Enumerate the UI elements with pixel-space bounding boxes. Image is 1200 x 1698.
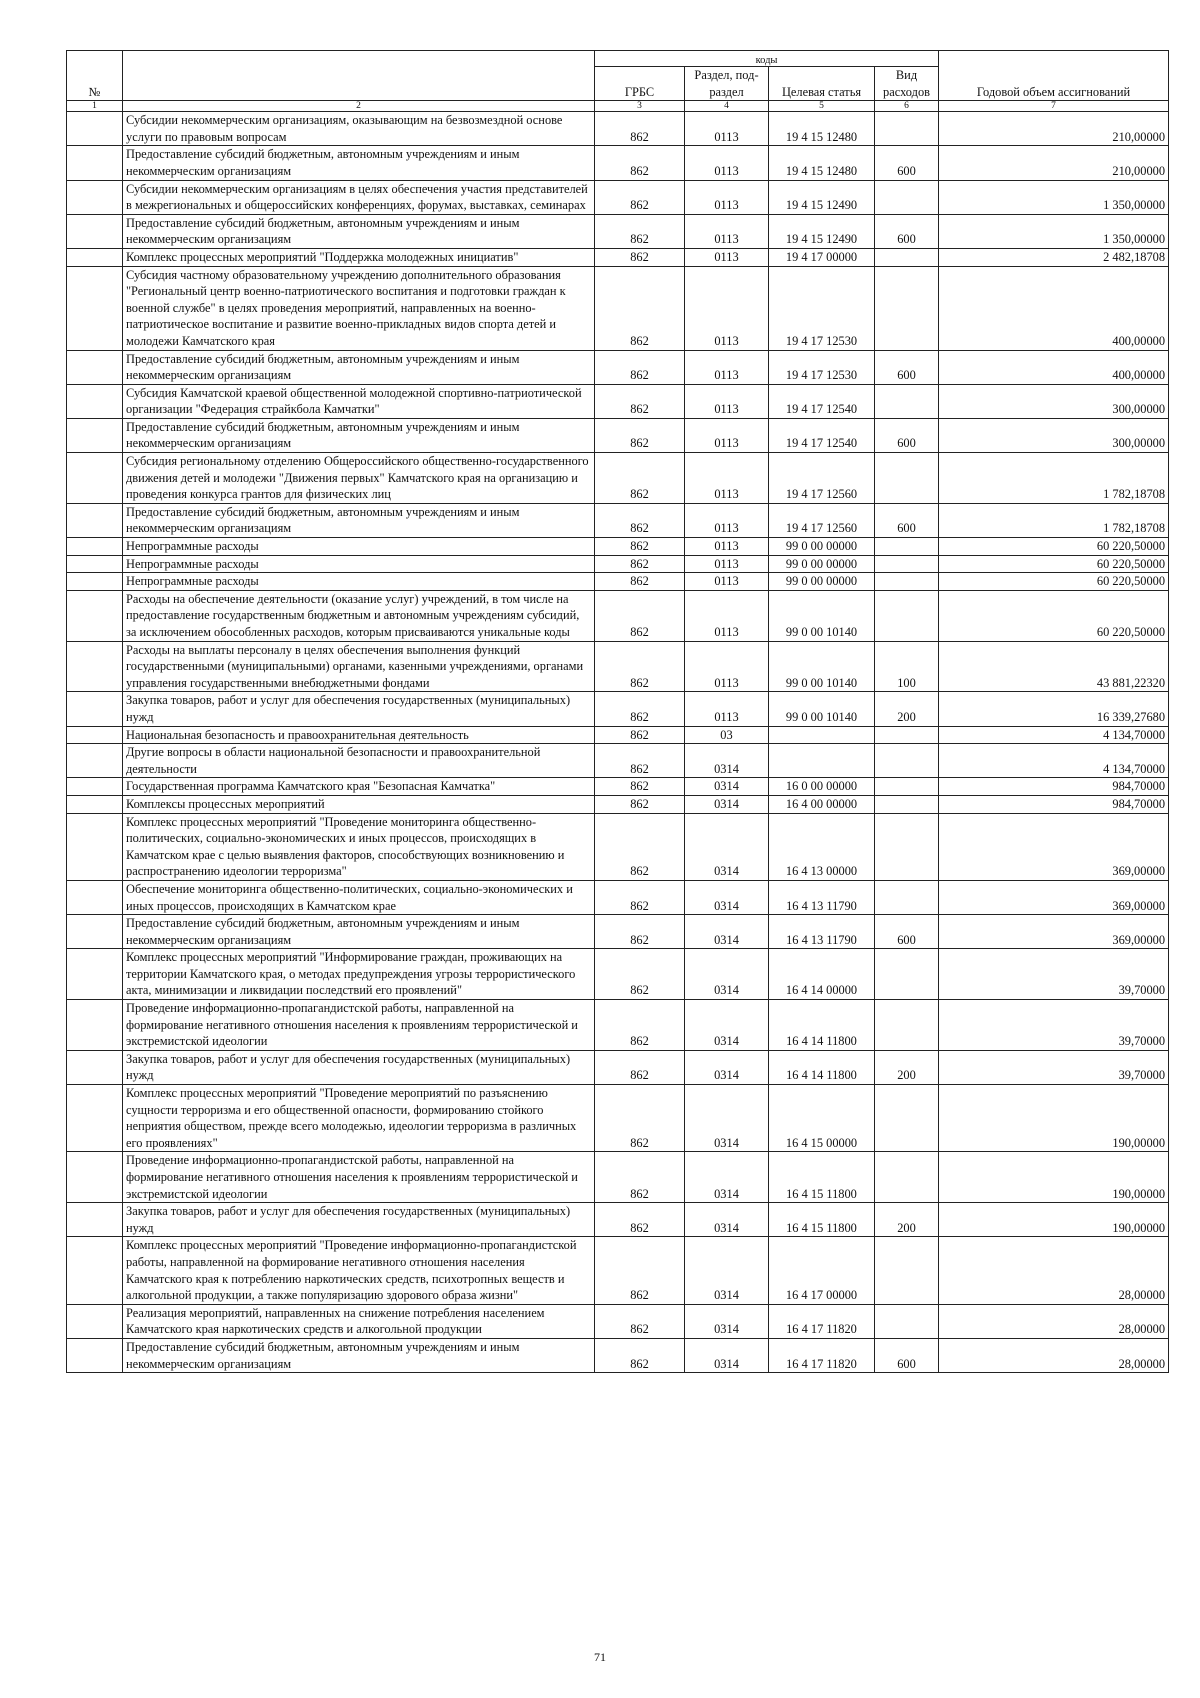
expense-name: Комплекс процессных мероприятий "Поддержка молодежных инициатив": [123, 248, 595, 266]
expense-name: Расходы на обеспечение деятельности (оказание услуг) учреждений, в том числе на предоставление государственным бюджетным и автономным учреждениям субсидий, за исключением обособленных расходов, которым присваиваются уникальные коды: [123, 590, 595, 641]
target-article-code: 19 4 15 12480: [769, 146, 875, 180]
row-number: [67, 503, 123, 537]
annual-volume: 1 782,18708: [939, 503, 1169, 537]
expense-type-code: [875, 573, 939, 591]
section-code: 0314: [685, 813, 769, 880]
col-number: 1: [67, 101, 123, 112]
section-code: 0113: [685, 112, 769, 146]
expense-type-code: [875, 949, 939, 1000]
row-number: [67, 112, 123, 146]
target-article-code: 16 4 13 11790: [769, 880, 875, 914]
expense-type-code: [875, 248, 939, 266]
table-row: [67, 915, 1169, 949]
target-article-code: 16 4 15 11800: [769, 1152, 875, 1203]
target-article-code: 16 4 14 11800: [769, 1000, 875, 1051]
table-row: [67, 1152, 1169, 1203]
table-row: [67, 880, 1169, 914]
target-article-code: 16 4 13 00000: [769, 813, 875, 880]
expense-name: Комплекс процессных мероприятий "Проведение мероприятий по разъяснению сущности терроризма и его общественной опасности, формированию стойкого неприятия обществом, прежде всего молодежью, идеологии терроризма в различных его проявлениях": [123, 1085, 595, 1152]
expense-type-code: 600: [875, 146, 939, 180]
annual-volume: 1 350,00000: [939, 180, 1169, 214]
row-number: [67, 590, 123, 641]
annual-volume: 369,00000: [939, 813, 1169, 880]
grbs-code: 862: [595, 573, 685, 591]
section-code: 0314: [685, 1338, 769, 1372]
annual-volume: 60 220,50000: [939, 555, 1169, 573]
section-code: 0113: [685, 590, 769, 641]
table-row: [67, 538, 1169, 556]
grbs-code: 862: [595, 795, 685, 813]
expense-type-code: [875, 1000, 939, 1051]
expense-name: Субсидии некоммерческим организациям, оказывающим на безвозмездной основе услуги по правовым вопросам: [123, 112, 595, 146]
header-razdel: Раздел, под-раздел: [685, 67, 769, 101]
expense-name: Непрограммные расходы: [123, 573, 595, 591]
row-number: [67, 1338, 123, 1372]
document-page: [66, 50, 1168, 1373]
expense-type-code: [875, 778, 939, 796]
expense-name: Предоставление субсидий бюджетным, автономным учреждениям и иным некоммерческим организациям: [123, 214, 595, 248]
grbs-code: 862: [595, 180, 685, 214]
annual-volume: 60 220,50000: [939, 573, 1169, 591]
table-row: [67, 573, 1169, 591]
annual-volume: 300,00000: [939, 418, 1169, 452]
table-row: [67, 418, 1169, 452]
expense-type-code: [875, 1304, 939, 1338]
grbs-code: 862: [595, 453, 685, 504]
annual-volume: 984,70000: [939, 795, 1169, 813]
table-row: [67, 778, 1169, 796]
expense-type-code: [875, 726, 939, 744]
expense-type-code: [875, 1152, 939, 1203]
section-code: 0314: [685, 880, 769, 914]
row-number: [67, 146, 123, 180]
target-article-code: 16 4 13 11790: [769, 915, 875, 949]
table-row: [67, 1304, 1169, 1338]
table-row: [67, 350, 1169, 384]
expense-name: Субсидии некоммерческим организациям в целях обеспечения участия представителей в межрегиональных и общероссийских конференциях, форумах, выставках, семинарах: [123, 180, 595, 214]
section-code: 0314: [685, 744, 769, 778]
section-code: 0314: [685, 1203, 769, 1237]
table-row: [67, 726, 1169, 744]
expense-name: Предоставление субсидий бюджетным, автономным учреждениям и иным некоммерческим организациям: [123, 915, 595, 949]
annual-volume: 190,00000: [939, 1152, 1169, 1203]
row-number: [67, 949, 123, 1000]
expense-type-code: [875, 555, 939, 573]
expense-name: Проведение информационно-пропагандистской работы, направленной на формирование негативного отношения населения к проявлениям террористической и экстремистской идеологии: [123, 1000, 595, 1051]
target-article-code: 19 4 17 12560: [769, 503, 875, 537]
annual-volume: 400,00000: [939, 266, 1169, 350]
expense-type-code: [875, 538, 939, 556]
expense-type-code: [875, 795, 939, 813]
expense-type-code: [875, 453, 939, 504]
table-row: [67, 641, 1169, 692]
expense-type-code: [875, 1085, 939, 1152]
expense-type-code: [875, 1237, 939, 1304]
target-article-code: 16 4 00 00000: [769, 795, 875, 813]
row-number: [67, 1000, 123, 1051]
col-number: 3: [595, 101, 685, 112]
grbs-code: 862: [595, 1237, 685, 1304]
annual-volume: 369,00000: [939, 880, 1169, 914]
expense-name: Обеспечение мониторинга общественно-политических, социально-экономических и иных процессов, происходящих в Камчатском крае: [123, 880, 595, 914]
col-number: 5: [769, 101, 875, 112]
target-article-code: 19 4 17 12530: [769, 266, 875, 350]
target-article-code: 16 0 00 00000: [769, 778, 875, 796]
row-number: [67, 880, 123, 914]
section-code: 0113: [685, 692, 769, 726]
expense-type-code: [875, 384, 939, 418]
grbs-code: 862: [595, 418, 685, 452]
row-number: [67, 350, 123, 384]
table-row: [67, 590, 1169, 641]
row-number: [67, 573, 123, 591]
target-article-code: 16 4 17 00000: [769, 1237, 875, 1304]
expense-type-code: [875, 880, 939, 914]
target-article-code: 16 4 15 00000: [769, 1085, 875, 1152]
row-number: [67, 248, 123, 266]
section-code: 0314: [685, 1085, 769, 1152]
row-number: [67, 744, 123, 778]
expense-name: Расходы на выплаты персоналу в целях обеспечения выполнения функций государственными (муниципальными) органами, казенными учреждениями, органами управления государственными внебюджетными фондами: [123, 641, 595, 692]
grbs-code: 862: [595, 538, 685, 556]
table-row: [67, 1085, 1169, 1152]
section-code: 0113: [685, 248, 769, 266]
expense-type-code: 200: [875, 692, 939, 726]
annual-volume: 28,00000: [939, 1237, 1169, 1304]
table-row: [67, 813, 1169, 880]
row-number: [67, 726, 123, 744]
grbs-code: 862: [595, 214, 685, 248]
annual-volume: 43 881,22320: [939, 641, 1169, 692]
section-code: 0314: [685, 1000, 769, 1051]
section-code: 0314: [685, 1304, 769, 1338]
expense-type-code: [875, 180, 939, 214]
annual-volume: 210,00000: [939, 146, 1169, 180]
annual-volume: 39,70000: [939, 949, 1169, 1000]
target-article-code: 19 4 17 12530: [769, 350, 875, 384]
expense-type-code: 600: [875, 214, 939, 248]
expense-type-code: [875, 590, 939, 641]
annual-volume: 2 482,18708: [939, 248, 1169, 266]
row-number: [67, 1203, 123, 1237]
row-number: [67, 180, 123, 214]
section-code: 0113: [685, 503, 769, 537]
expense-name: Предоставление субсидий бюджетным, автономным учреждениям и иным некоммерческим организациям: [123, 503, 595, 537]
table-row: [67, 214, 1169, 248]
grbs-code: 862: [595, 1304, 685, 1338]
table-row: [67, 112, 1169, 146]
grbs-code: 862: [595, 146, 685, 180]
col-number: 2: [123, 101, 595, 112]
expense-type-code: [875, 813, 939, 880]
section-code: 0314: [685, 1237, 769, 1304]
row-number: [67, 1152, 123, 1203]
row-number: [67, 266, 123, 350]
section-code: 0113: [685, 350, 769, 384]
target-article-code: 16 4 17 11820: [769, 1304, 875, 1338]
expense-name: Субсидия частному образовательному учреждению дополнительного образования "Региональный центр военно-патриотического воспитания и подготовки граждан к военной службе" в целях проведения мероприятий, направленных на военно-патриотическое воспитание и развитие военно-прикладных видов спорта детей и молодежи Камчатского края: [123, 266, 595, 350]
row-number: [67, 1050, 123, 1084]
expense-type-code: 600: [875, 1338, 939, 1372]
annual-volume: 28,00000: [939, 1304, 1169, 1338]
row-number: [67, 555, 123, 573]
grbs-code: 862: [595, 692, 685, 726]
section-code: 0314: [685, 778, 769, 796]
section-code: 0113: [685, 384, 769, 418]
annual-volume: 369,00000: [939, 915, 1169, 949]
target-article-code: 99 0 00 10140: [769, 692, 875, 726]
annual-volume: 190,00000: [939, 1203, 1169, 1237]
section-code: 0113: [685, 555, 769, 573]
target-article-code: 16 4 15 11800: [769, 1203, 875, 1237]
grbs-code: 862: [595, 112, 685, 146]
target-article-code: 99 0 00 10140: [769, 641, 875, 692]
grbs-code: 862: [595, 641, 685, 692]
row-number: [67, 778, 123, 796]
annual-volume: 60 220,50000: [939, 590, 1169, 641]
section-code: 0314: [685, 915, 769, 949]
grbs-code: 862: [595, 880, 685, 914]
expense-type-code: [875, 112, 939, 146]
grbs-code: 862: [595, 915, 685, 949]
row-number: [67, 1085, 123, 1152]
table-row: [67, 384, 1169, 418]
row-number: [67, 1304, 123, 1338]
section-code: 0314: [685, 1050, 769, 1084]
section-code: 0314: [685, 949, 769, 1000]
grbs-code: 862: [595, 949, 685, 1000]
header-num: №: [67, 51, 123, 101]
section-code: 0113: [685, 418, 769, 452]
target-article-code: 19 4 17 12540: [769, 384, 875, 418]
row-number: [67, 214, 123, 248]
expense-name: Предоставление субсидий бюджетным, автономным учреждениям и иным некоммерческим организациям: [123, 146, 595, 180]
grbs-code: 862: [595, 1000, 685, 1051]
table-row: [67, 1203, 1169, 1237]
table-row: [67, 503, 1169, 537]
expense-name: Другие вопросы в области национальной безопасности и правоохранительной деятельности: [123, 744, 595, 778]
expense-name: Комплекс процессных мероприятий "Проведение информационно-пропагандистской работы, направленной на формирование негативного отношения населения Камчатского края к потреблению наркотических средств, психотропных веществ и алкогольной продукции, а также популяризацию здорового образа жизни": [123, 1237, 595, 1304]
expense-name: Государственная программа Камчатского края "Безопасная Камчатка": [123, 778, 595, 796]
col-number: 7: [939, 101, 1169, 112]
annual-volume: 1 350,00000: [939, 214, 1169, 248]
expense-type-code: 600: [875, 350, 939, 384]
annual-volume: 984,70000: [939, 778, 1169, 796]
grbs-code: 862: [595, 384, 685, 418]
section-code: 0113: [685, 266, 769, 350]
expense-type-code: 200: [875, 1050, 939, 1084]
row-number: [67, 384, 123, 418]
grbs-code: 862: [595, 350, 685, 384]
grbs-code: 862: [595, 1338, 685, 1372]
target-article-code: 99 0 00 10140: [769, 590, 875, 641]
expense-name: Национальная безопасность и правоохранительная деятельность: [123, 726, 595, 744]
annual-volume: 39,70000: [939, 1050, 1169, 1084]
grbs-code: 862: [595, 590, 685, 641]
section-code: 0113: [685, 453, 769, 504]
table-row: [67, 949, 1169, 1000]
section-code: 0113: [685, 146, 769, 180]
page-number: 71: [594, 1650, 606, 1664]
target-article-code: [769, 744, 875, 778]
section-code: 03: [685, 726, 769, 744]
expense-name: Субсидия Камчатской краевой общественной молодежной спортивно-патриотической организации "Федерация страйкбола Камчатки": [123, 384, 595, 418]
row-number: [67, 453, 123, 504]
target-article-code: 99 0 00 00000: [769, 555, 875, 573]
annual-volume: 1 782,18708: [939, 453, 1169, 504]
table-row: [67, 248, 1169, 266]
target-article-code: 16 4 14 11800: [769, 1050, 875, 1084]
grbs-code: 862: [595, 266, 685, 350]
expense-name: Комплекс процессных мероприятий "Проведение мониторинга общественно-политических, социально-экономических и иных процессов, происходящих в Камчатском крае с целью выявления факторов, способствующих возникновению и распространению идеологии терроризма": [123, 813, 595, 880]
target-article-code: 19 4 17 12560: [769, 453, 875, 504]
table-row: [67, 146, 1169, 180]
target-article-code: 19 4 15 12490: [769, 214, 875, 248]
expense-type-code: 100: [875, 641, 939, 692]
row-number: [67, 915, 123, 949]
target-article-code: 19 4 17 12540: [769, 418, 875, 452]
annual-volume: 39,70000: [939, 1000, 1169, 1051]
row-number: [67, 795, 123, 813]
expense-name: Предоставление субсидий бюджетным, автономным учреждениям и иным некоммерческим организациям: [123, 350, 595, 384]
expense-name: Предоставление субсидий бюджетным, автономным учреждениям и иным некоммерческим организациям: [123, 1338, 595, 1372]
expense-name: Комплекс процессных мероприятий "Информирование граждан, проживающих на территории Камчатского края, о методах предупреждения угрозы террористического акта, минимизации и ликвидации последствий его проявлений": [123, 949, 595, 1000]
section-code: 0113: [685, 538, 769, 556]
grbs-code: 862: [595, 555, 685, 573]
grbs-code: 862: [595, 778, 685, 796]
section-code: 0314: [685, 1152, 769, 1203]
annual-volume: 300,00000: [939, 384, 1169, 418]
section-code: 0113: [685, 180, 769, 214]
annual-volume: 4 134,70000: [939, 726, 1169, 744]
col-number: 4: [685, 101, 769, 112]
table-row: [67, 1237, 1169, 1304]
target-article-code: 19 4 15 12480: [769, 112, 875, 146]
table-row: [67, 555, 1169, 573]
header-celevaya: Целевая статья: [769, 67, 875, 101]
annual-volume: 400,00000: [939, 350, 1169, 384]
grbs-code: 862: [595, 813, 685, 880]
table-row: [67, 692, 1169, 726]
row-number: [67, 1237, 123, 1304]
expense-name: Предоставление субсидий бюджетным, автономным учреждениям и иным некоммерческим организациям: [123, 418, 595, 452]
target-article-code: 19 4 17 00000: [769, 248, 875, 266]
header-volume: Годовой объем ассигнований: [939, 51, 1169, 101]
annual-volume: 16 339,27680: [939, 692, 1169, 726]
table-row: [67, 180, 1169, 214]
row-number: [67, 813, 123, 880]
table-row: [67, 744, 1169, 778]
target-article-code: 19 4 15 12490: [769, 180, 875, 214]
expense-name: Комплексы процессных мероприятий: [123, 795, 595, 813]
target-article-code: [769, 726, 875, 744]
expense-name: Проведение информационно-пропагандистской работы, направленной на формирование негативного отношения населения к проявлениям террористической и экстремистской идеологии: [123, 1152, 595, 1203]
expense-name: Реализация мероприятий, направленных на снижение потребления населением Камчатского края наркотических средств и алкогольной продукции: [123, 1304, 595, 1338]
grbs-code: 862: [595, 1152, 685, 1203]
grbs-code: 862: [595, 248, 685, 266]
table-row: [67, 266, 1169, 350]
annual-volume: 190,00000: [939, 1085, 1169, 1152]
target-article-code: 16 4 17 11820: [769, 1338, 875, 1372]
table-header: [67, 51, 1169, 112]
expense-type-code: 600: [875, 915, 939, 949]
header-codes: коды: [595, 51, 939, 67]
section-code: 0113: [685, 641, 769, 692]
grbs-code: 862: [595, 1050, 685, 1084]
annual-volume: 4 134,70000: [939, 744, 1169, 778]
target-article-code: 99 0 00 00000: [769, 538, 875, 556]
target-article-code: 16 4 14 00000: [769, 949, 875, 1000]
expense-name: Непрограммные расходы: [123, 538, 595, 556]
table-row: [67, 1338, 1169, 1372]
header-name: [123, 51, 595, 101]
col-number: 6: [875, 101, 939, 112]
expense-type-code: [875, 744, 939, 778]
table-body: [67, 112, 1169, 1373]
expense-name: Субсидия региональному отделению Общероссийского общественно-государственного движения детей и молодежи "Движения первых" Камчатского края на организацию и проведения конкурса грантов для физических лиц: [123, 453, 595, 504]
table-row: [67, 795, 1169, 813]
column-numbers-row: [67, 101, 1169, 112]
table-row: [67, 453, 1169, 504]
section-code: 0113: [685, 214, 769, 248]
expense-type-code: 600: [875, 418, 939, 452]
header-vid: Вид расходов: [875, 67, 939, 101]
expense-name: Закупка товаров, работ и услуг для обеспечения государственных (муниципальных) нужд: [123, 1050, 595, 1084]
table-row: [67, 1050, 1169, 1084]
budget-table: [66, 50, 1169, 1373]
expense-type-code: 600: [875, 503, 939, 537]
row-number: [67, 538, 123, 556]
annual-volume: 60 220,50000: [939, 538, 1169, 556]
row-number: [67, 692, 123, 726]
grbs-code: 862: [595, 503, 685, 537]
table-row: [67, 1000, 1169, 1051]
row-number: [67, 418, 123, 452]
row-number: [67, 641, 123, 692]
expense-name: Закупка товаров, работ и услуг для обеспечения государственных (муниципальных) нужд: [123, 692, 595, 726]
expense-type-code: 200: [875, 1203, 939, 1237]
grbs-code: 862: [595, 726, 685, 744]
annual-volume: 28,00000: [939, 1338, 1169, 1372]
section-code: 0113: [685, 573, 769, 591]
expense-name: Закупка товаров, работ и услуг для обеспечения государственных (муниципальных) нужд: [123, 1203, 595, 1237]
header-grbs: ГРБС: [595, 67, 685, 101]
expense-type-code: [875, 266, 939, 350]
grbs-code: 862: [595, 1203, 685, 1237]
grbs-code: 862: [595, 1085, 685, 1152]
expense-name: Непрограммные расходы: [123, 555, 595, 573]
target-article-code: 99 0 00 00000: [769, 573, 875, 591]
grbs-code: 862: [595, 744, 685, 778]
annual-volume: 210,00000: [939, 112, 1169, 146]
section-code: 0314: [685, 795, 769, 813]
